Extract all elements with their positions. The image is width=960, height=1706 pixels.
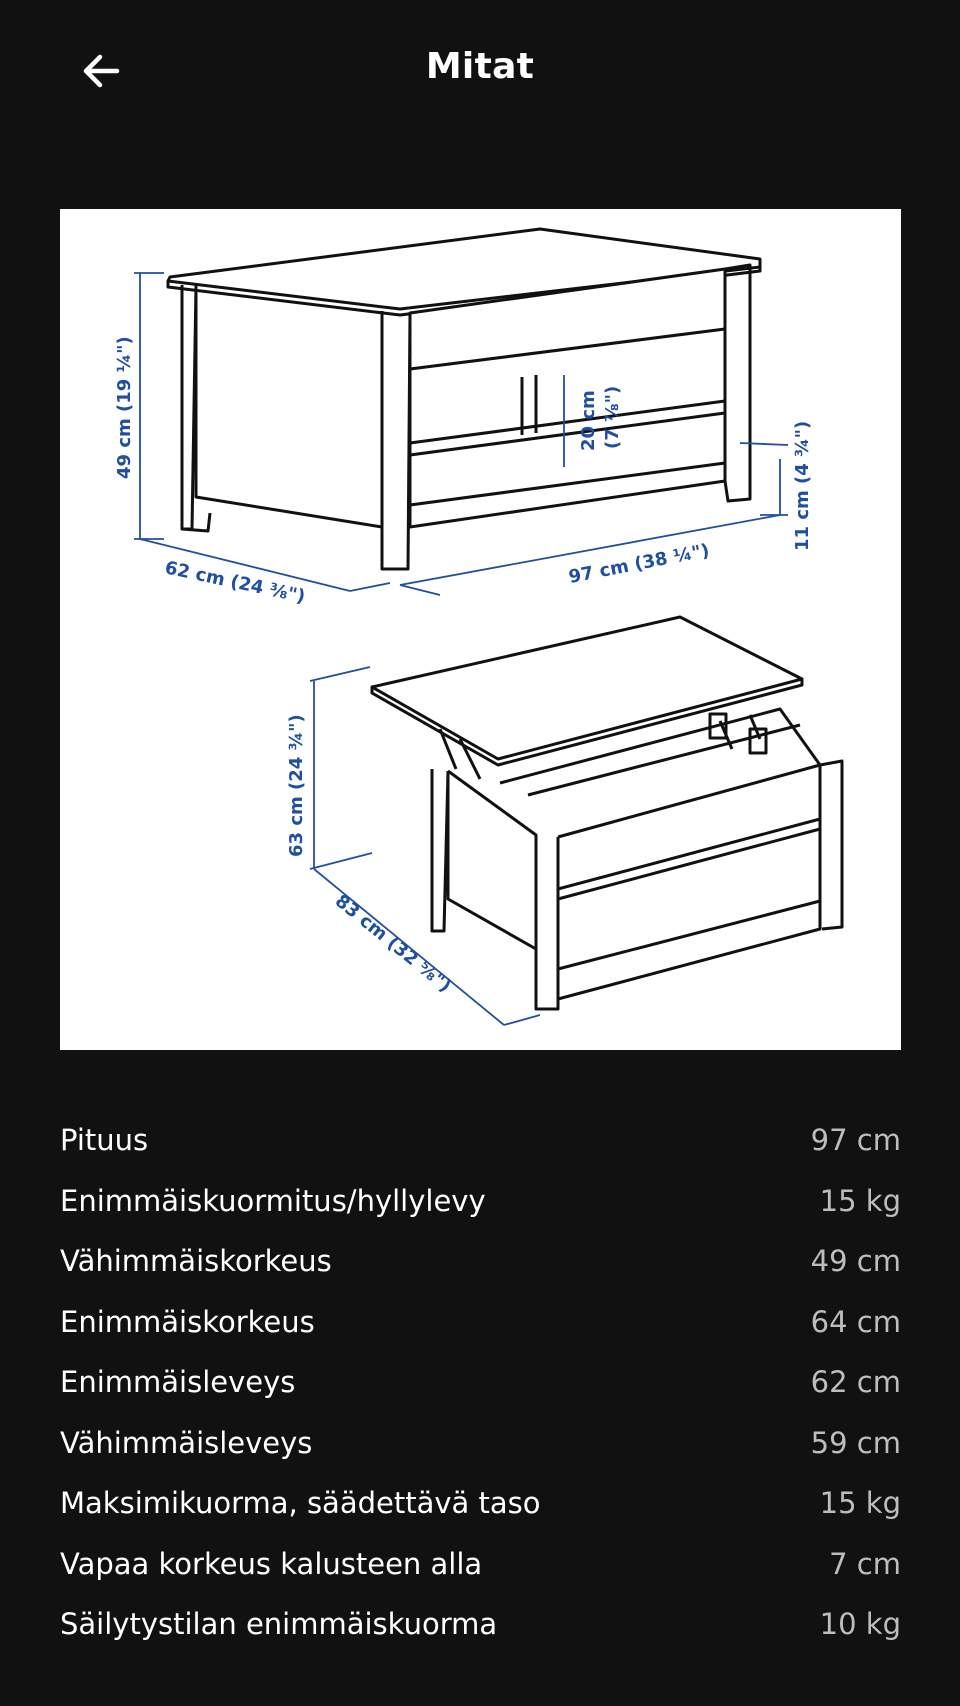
spec-row (60, 1594, 901, 1655)
dim-height-closed: 49 cm (19 ¼") (114, 336, 135, 479)
spec-label: Vapaa korkeus kalusteen alla (60, 1546, 483, 1581)
dim-depth: 62 cm (24 ⅜") (162, 557, 308, 608)
spec-list (60, 1110, 901, 1655)
page-title: Mitat (425, 46, 535, 87)
spec-value: 64 cm (810, 1304, 901, 1339)
spec-row (60, 1534, 901, 1595)
spec-value: 49 cm (810, 1244, 901, 1279)
dimension-diagram (60, 209, 901, 1050)
spec-label: Enimmäiskuormitus/hyllylevy (60, 1183, 486, 1218)
spec-value: 7 cm (829, 1546, 901, 1581)
spec-label: Enimmäisleveys (60, 1365, 296, 1400)
spec-value: 15 kg (819, 1486, 901, 1521)
spec-value: 59 cm (810, 1425, 901, 1460)
spec-value: 15 kg (819, 1183, 901, 1218)
dim-shelf-gap-in: (7 ⅞") (602, 385, 623, 449)
spec-row (60, 1171, 901, 1232)
spec-label: Enimmäiskorkeus (60, 1304, 315, 1339)
dim-length: 97 cm (38 ¼") (566, 540, 712, 588)
spec-row (60, 1292, 901, 1353)
spec-row (60, 1231, 901, 1292)
dim-depth-open: 83 cm (32 ⅝") (330, 890, 456, 997)
dim-shelf-gap: 20 cm (578, 390, 599, 451)
coffee-table-drawing (60, 209, 901, 1050)
dim-height-open: 63 cm (24 ¾") (286, 714, 307, 857)
spec-value: 62 cm (810, 1365, 901, 1400)
spec-row (60, 1473, 901, 1534)
spec-label: Maksimikuorma, säädettävä taso (60, 1486, 541, 1521)
spec-label: Pituus (60, 1123, 149, 1158)
top-bar (0, 0, 960, 140)
spec-label: Vähimmäisleveys (60, 1425, 313, 1460)
spec-value: 97 cm (810, 1123, 901, 1158)
spec-row (60, 1413, 901, 1474)
spec-label: Vähimmäiskorkeus (60, 1244, 332, 1279)
dim-leg-clearance: 11 cm (4 ¾") (792, 420, 813, 551)
spec-row (60, 1110, 901, 1171)
spec-row (60, 1352, 901, 1413)
spec-label: Säilytystilan enimmäiskuorma (60, 1607, 498, 1642)
spec-value: 10 kg (819, 1607, 901, 1642)
